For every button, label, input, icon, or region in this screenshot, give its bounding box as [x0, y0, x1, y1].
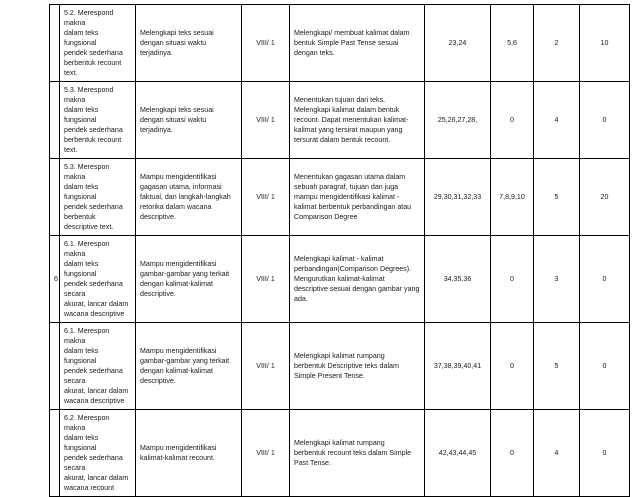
table-row — [50, 82, 630, 159]
competency-cell: 6.2. Merespon makna dalam teks fungsional pendek sederhana secara akurat, lancar dalam wacana recount — [60, 410, 136, 497]
count-cell: 7,8,9,10 — [491, 159, 534, 236]
material-cell: Melengkapi kalimat rumpang berbentuk Descriptive teks dalam Simple Present Tense. — [290, 323, 425, 410]
table-row — [50, 159, 630, 236]
indicator-cell: Mampu mengidentifikasi gambar-gambar yang terkait dengan kalimat-kalimat descriptive. — [136, 236, 242, 323]
item-numbers-cell: 29,30,31,32,33 — [425, 159, 491, 236]
class-cell: VIII/ 1 — [242, 5, 290, 82]
row-number — [50, 5, 60, 82]
class-cell: VIII/ 1 — [242, 410, 290, 497]
indicator-cell: Mampu mengidentifikasi gambar-gambar yang terkait dengan kalimat-kalimat descriptive. — [136, 323, 242, 410]
item-numbers-cell: 42,43,44,45 — [425, 410, 491, 497]
count-cell: 10 — [580, 5, 630, 82]
table-row — [50, 236, 630, 323]
competency-cell: 5.3. Merespon makna dalam teks fungsional pendek sederhana berbentuk descriptive text. — [60, 159, 136, 236]
count-cell: 0 — [580, 82, 630, 159]
count-cell: 0 — [491, 82, 534, 159]
item-numbers-cell: 23,24 — [425, 5, 491, 82]
row-number: 6 — [50, 236, 60, 323]
row-number — [50, 159, 60, 236]
count-cell: 5 — [534, 323, 580, 410]
item-numbers-cell: 25,26,27,28, — [425, 82, 491, 159]
item-numbers-cell: 34,35,36 — [425, 236, 491, 323]
class-cell: VIII/ 1 — [242, 323, 290, 410]
count-cell: 0 — [491, 236, 534, 323]
count-cell: 0 — [491, 410, 534, 497]
item-numbers-cell: 37,38,39,40,41 — [425, 323, 491, 410]
material-cell: Melengkapi kalimat rumpang berbentuk recount teks dalam Simple Past Tense. — [290, 410, 425, 497]
competency-cell: 5.2. Merespond makna dalam teks fungsional pendek sederhana berbentuk recount text. — [60, 5, 136, 82]
competency-cell: 6.1. Merespon makna dalam teks fungsional pendek sederhana secara akurat, lancar dalam wacana descriptive — [60, 236, 136, 323]
count-cell: 20 — [580, 159, 630, 236]
table-row — [50, 5, 630, 82]
count-cell: 5 — [534, 159, 580, 236]
material-cell: Menentukan gagasan utama dalam sebuah paragraf, tujuan dan juga mampu mengidentifikasi kalimat - kalimat berbentuk perbandingan atau Comparison Degree — [290, 159, 425, 236]
indicator-cell: Melengkapi teks sesuai dengan situasi waktu terjadinya. — [136, 5, 242, 82]
exam-grid-table — [49, 4, 630, 497]
count-cell: 4 — [534, 82, 580, 159]
count-cell: 2 — [534, 5, 580, 82]
count-cell: 3 — [534, 236, 580, 323]
competency-cell: 6.1. Merespon makna dalam teks fungsional pendek sederhana secara akurat, lancar dalam wacana descriptive — [60, 323, 136, 410]
row-number — [50, 410, 60, 497]
count-cell: 0 — [580, 236, 630, 323]
table-row — [50, 410, 630, 497]
class-cell: VIII/ 1 — [242, 159, 290, 236]
row-number — [50, 82, 60, 159]
material-cell: Melengkapi kalimat - kalimat perbandingan(Comparison Degrees). Mengurutkan kalimat-kalimat descriptive sesuai dengan gambar yang ada. — [290, 236, 425, 323]
table-row — [50, 323, 630, 410]
count-cell: 0 — [491, 323, 534, 410]
material-cell: Melengkapi/ membuat kalimat dalam bentuk Simple Past Tense sesuai dengan teks. — [290, 5, 425, 82]
class-cell: VIII/ 1 — [242, 236, 290, 323]
material-cell: Menentukan tujuan dari teks. Melengkapi kalimat dalam bentuk recount. Dapat menentukan kalimat- kalimat yang tersirat maupun yang tersurat dalam bentuk recount. — [290, 82, 425, 159]
count-cell: 4 — [534, 410, 580, 497]
indicator-cell: Mampu mengidentifikasi gagasan utama, informasi faktual, dan langkah-langkah retorika dalam wacana descriptive. — [136, 159, 242, 236]
class-cell: VIII/ 1 — [242, 82, 290, 159]
indicator-cell: Mampu mengidentifikasi kalimat-kalimat recount. — [136, 410, 242, 497]
count-cell: 0 — [580, 323, 630, 410]
count-cell: 0 — [580, 410, 630, 497]
row-number — [50, 323, 60, 410]
indicator-cell: Melengkapi teks sesuai dengan situasi waktu terjadinya. — [136, 82, 242, 159]
competency-cell: 5.3. Merespond makna dalam teks fungsional pendek sederhana berbentuk recount text. — [60, 82, 136, 159]
count-cell: 5,6 — [491, 5, 534, 82]
